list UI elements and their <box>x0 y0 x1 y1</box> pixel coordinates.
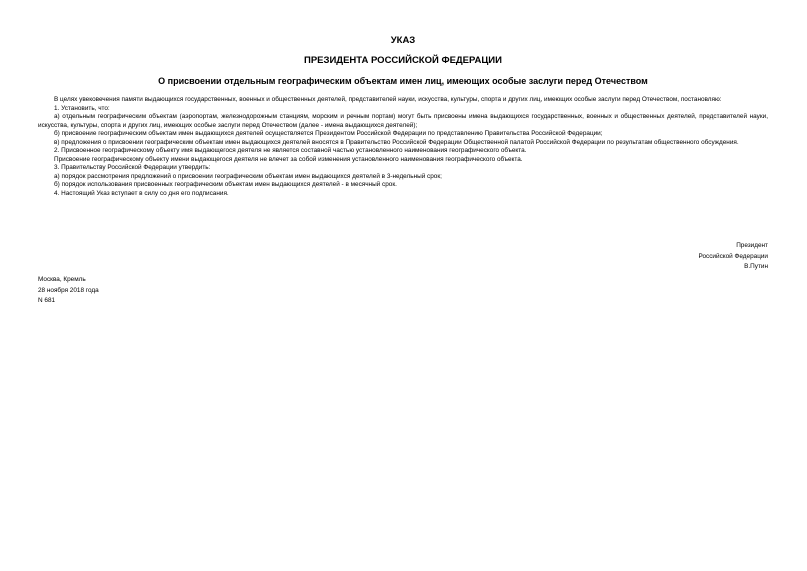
clause-1a: а) отдельным географическим объектам (аэропортам, железнодорожным станциям, морским и речным портам) могут быть присвоены имена выдающихся государственных, военных и общественных деятелей, представителей науки, искусства, культуры, спорта и других лиц, имеющих особые заслуги перед Отечеством (далее - имена выдающихся деятелей); <box>38 113 768 129</box>
signing-place: Москва, Кремль <box>38 276 86 283</box>
decree-body <box>38 96 768 198</box>
signer-country: Российской Федерации <box>698 252 768 260</box>
clause-1c: в) предложения о присвоении географическим объектам имен выдающихся деятелей вносятся в Правительство Российской Федерации Общественной палатой Российской Федерации по результатам общественного обсуждения. <box>54 138 739 146</box>
decree-number: N 681 <box>38 297 56 304</box>
clause-2: 2. Присвоенное географическому объекту имя выдающегося деятеля не является составной частью установленного наименования географического объекта. <box>54 147 527 154</box>
clause-4: 4. Настоящий Указ вступает в силу со дня его подписания. <box>54 189 229 197</box>
clause-3a: а) порядок рассмотрения предложений о присвоении географическим объектам имен выдающихся деятелей в 3-недельный срок; <box>54 172 442 180</box>
signer-position: Президент <box>736 242 768 249</box>
preamble-paragraph: В целях увековечения памяти выдающихся государственных, военных и общественных деятелей, представителей науки, искусства, культуры, спорта и других лиц, имеющих особые заслуги перед Отечеством, постановляю: <box>54 96 722 103</box>
signature-block <box>699 241 769 273</box>
signer-name: В.Путин <box>744 263 768 270</box>
issuer-title: ПРЕЗИДЕНТА РОССИЙСКОЙ ФЕДЕРАЦИИ <box>304 55 502 66</box>
signing-date: 28 ноября 2018 года <box>38 286 99 294</box>
clause-1b: б) присвоение географическим объектам имен выдающихся деятелей осуществляется Президентом Российской Федерации по представлению Правительства Российской Федерации; <box>54 130 603 137</box>
document-type-title: УКАЗ <box>390 35 416 46</box>
place-date-block <box>38 275 99 307</box>
document-page <box>38 0 768 571</box>
clause-1: 1. Установить, что: <box>54 104 110 112</box>
clause-3: 3. Правительству Российской Федерации утвердить: <box>54 164 211 171</box>
clause-2-continued: Присвоение географическому объекту имени выдающегося деятеля не влечет за собой изменения установленного наименования географического объекта. <box>54 155 523 163</box>
clause-3b: б) порядок использования присвоенных географическим объектам имен выдающихся деятелей - в месячный срок. <box>54 181 397 188</box>
decree-subject: О присвоении отдельным географическим объектам имен лиц, имеющих особые заслуги перед Отечеством <box>158 76 648 86</box>
